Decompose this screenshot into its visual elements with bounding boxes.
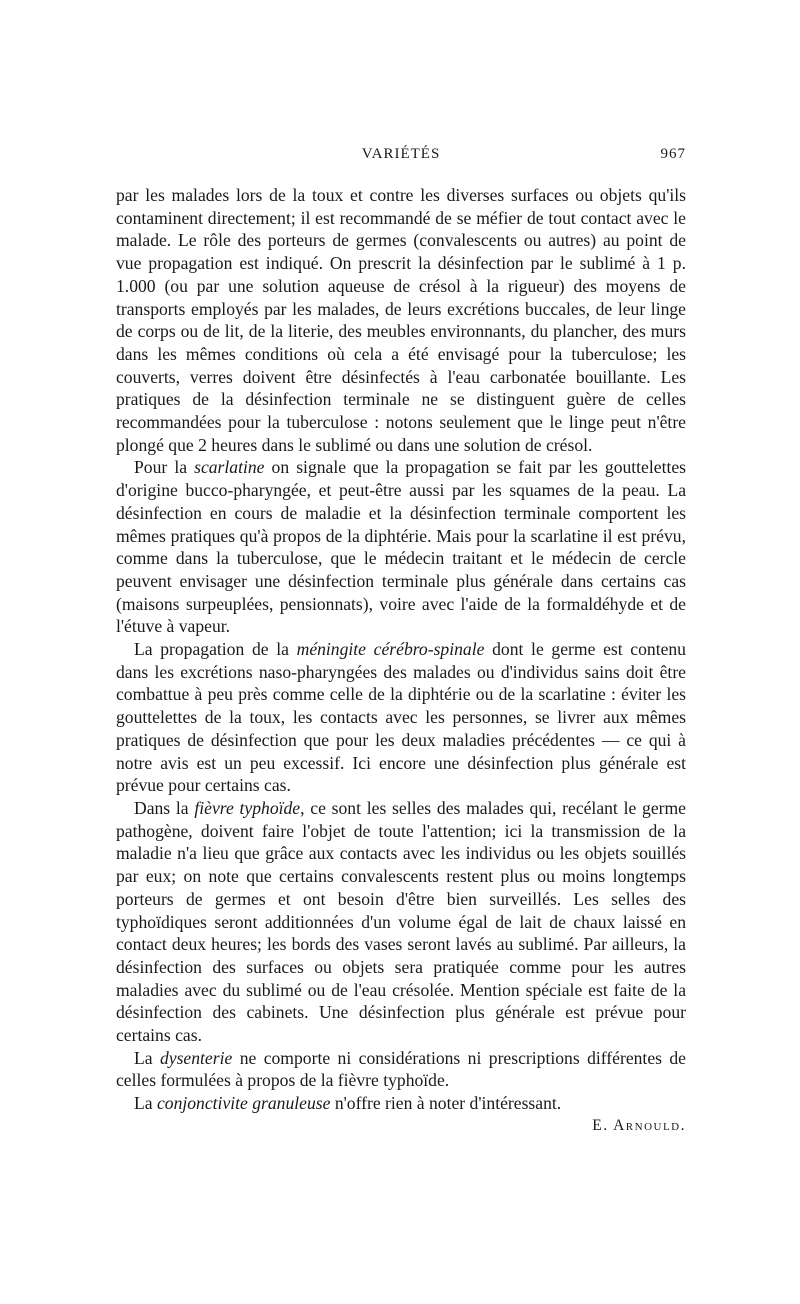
- italic-term: conjonctivite granuleuse: [156, 1093, 331, 1114]
- body-text: [116, 184, 686, 1115]
- italic-term: scarlatine: [194, 457, 265, 478]
- text-run: La: [134, 1047, 160, 1068]
- paragraph: [116, 1047, 686, 1092]
- document-page: [116, 146, 686, 1135]
- italic-term: fièvre typhoïde: [194, 797, 301, 818]
- paragraph: [116, 456, 686, 638]
- text-run: dont le germe est contenu dans les excrétions naso-pharyngées des malades ou d'individus sains doit être combattue à peu près comme celle de la diphtérie ou de la scarlatine : éviter les gouttelettes de la toux, les contacts avec les personnes, se livrer aux mêmes pratiques de désinfection que pour les deux maladies précédentes — ce qui à notre avis est un peu excessif. Ici encore une désinfection plus générale est prévue pour certains cas.: [116, 639, 686, 796]
- italic-term: méningite cérébro-spinale: [296, 639, 485, 660]
- paragraph: [116, 184, 686, 456]
- text-run: n'offre rien à noter d'intéressant.: [330, 1093, 562, 1114]
- text-run: par les malades lors de la toux et contre les diverses surfaces ou objets qu'ils contaminent directement; il est recommandé de se méfier de tout contact avec le malade. Le rôle des porteurs de germes (convalescents ou autres) au point de vue propagation est indiqué. On prescrit la désinfection par le sublimé à 1 p. 1.000 (ou par une solution aqueuse de crésol à la rigueur) des moyens de transports employés par les malades, de leurs excrétions buccales, de leur linge de corps ou de lit, de la literie, des meubles environnants, du plancher, des murs dans les mêmes conditions où cela a été envisagé pour la tuberculose; les couverts, verres doivent être désinfectés à l'eau carbonatée bouillante. Les pratiques de la désinfection terminale ne se distinguent guère de celles recommandées pour la tuberculose : notons seulement que le linge peut n'être plongé que 2 heures dans le sublimé ou dans une solution de crésol.: [116, 185, 686, 455]
- text-run: , ce sont les selles des malades qui, recélant le germe pathogène, doivent faire l'objet de toute l'attention; ici la transmission de la maladie n'a lieu que grâce aux contacts avec les individus ou les objets souillés par eux; on note que certains convalescents restent plus ou moins longtemps porteurs de germes et ont besoin d'être bien surveillés. Les selles des typhoïdiques seront additionnées d'un volume égal de lait de chaux laissé en contact deux heures; les bords des vases seront lavés au sublimé. Par ailleurs, la désinfection des surfaces ou objets sera pratiquée comme pour les autres maladies avec du sublimé ou de l'eau crésolée. Mention spéciale est faite de la désinfection des cabinets. Une désinfection plus générale est prévue pour certains cas.: [116, 797, 686, 1046]
- text-run: ne comporte ni considérations ni prescriptions différentes de celles formulées à propos de la fièvre typhoïde.: [116, 1047, 686, 1091]
- running-header: [116, 146, 686, 170]
- text-run: Dans la: [134, 797, 195, 818]
- text-run: Pour la: [134, 457, 195, 478]
- paragraph: [116, 638, 686, 797]
- paragraph: [116, 797, 686, 1047]
- paragraph: [116, 1092, 686, 1115]
- author-signature: [116, 1117, 686, 1135]
- italic-term: dysenterie: [159, 1047, 233, 1068]
- text-run: La propagation de la: [134, 639, 297, 660]
- author-name: E. Arnould.: [592, 1116, 686, 1134]
- text-run: on signale que la propagation se fait par les gouttelettes d'origine bucco-pharyngée, et peut-être aussi par les squames de la peau. La désinfection en cours de maladie et la désinfection terminale comportent les mêmes pratiques qu'à propos de la diphtérie. Mais pour la scarlatine il est prévu, comme dans la tuberculose, que le médecin traitant et le médecin de cercle peuvent envisager une désinfection terminale plus générale dans certains cas (maisons surpeuplées, pensionnats), voire avec l'aide de la formaldéhyde et de l'étuve à vapeur.: [116, 457, 686, 637]
- page-number: 967: [660, 146, 686, 162]
- text-run: La: [134, 1093, 157, 1114]
- section-title: VARIÉTÉS: [361, 146, 441, 162]
